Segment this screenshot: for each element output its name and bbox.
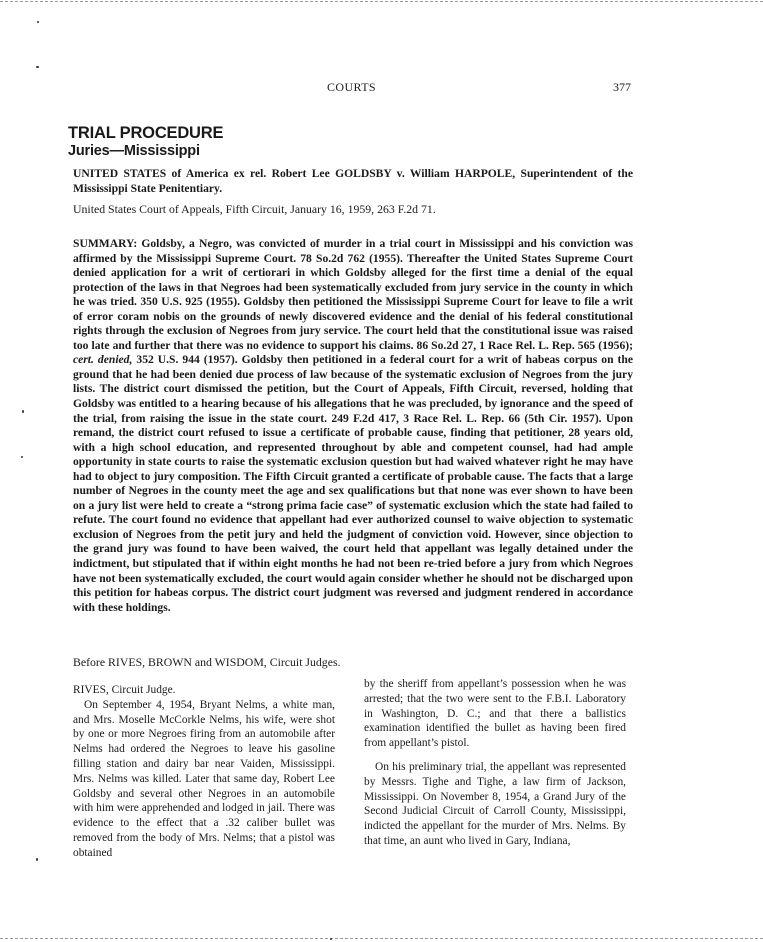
court-citation: United States Court of Appeals, Fifth Circuit, January 16, 1959, 263 F.2d 71. <box>73 202 436 216</box>
summary-text-part1: Goldsby, a Negro, was convicted of murder in a trial court in Mississippi and his conviction was affirmed by the Mississippi Supreme Court. 78 So.2d 762 (1955). Thereafter the United States Supreme Court denied application for a writ of certiorari in which Goldsby alleged for the first time a denial of the equal protection of the laws in that Negroes had been systematically excluded from jury service in the county in which he was tried. 350 U.S. 925 (1955). Goldsby then petitioned the Mississippi Supreme Court for leave to file a writ of error coram nobis on the grounds of newly discovered evidence and the denial of his federal constitutional rights through the exclusion of Negroes from jury service. The court held that the constitutional issue was raised too late and further that there was no evidence to support his claims. 86 So.2d 27, 1 Race Rel. L. Rep. 565 (1956); <box>73 237 633 352</box>
opinion-paragraph: On his preliminary trial, the appellant was represented by Messrs. Tighe and Tighe, a law firm of Jackson, Mississippi. On November 8, 1954, a Grand Jury of the Second Judicial Circuit of Carroll County, Mississippi, indicted the appellant for the murder of Mrs. Nelms. By that time, an aunt who lived in Gary, Indiana, <box>364 760 626 847</box>
summary-text-part2: 352 U.S. 944 (1957). Goldsby then petitioned in a federal court for a writ of habeas corpus on the ground that he had been denied due process of law because of the systematic exclusion of Negroes from the jury lists. The district court dismissed the petition, but the Court of Appeals, Fifth Circuit, reversed, holding that Goldsby was entitled to a hearing because of his allegations that he was precluded, by ignorance and the speed of the trial, from raising the issue in the state court. 249 F.2d 417, 3 Race Rel. L. Rep. 66 (5th Cir. 1957). Upon remand, the district court refused to issue a certificate of probable cause, finding that petitioner, 28 years old, with a high school education, and represented throughout by able and competent counsel, had had ample opportunity in state courts to raise the systematic exclusion question but had waived whatever right he may have had to object to jury composition. The Fifth Circuit granted a certificate of probable cause. The facts that a large number of Negroes in the county meet the age and sex qualifications but that none was ever shown to have been on a jury list were held to create a “strong prima facie case” of systematic exclusion which the state had failed to refute. The court found no evidence that appellant had ever authorized counsel to waive objection to systematic exclusion of Negroes from the petit jury and held the judgment of conviction void. However, since objection to the grand jury was found to have been waived, the court held that appellant was legally detained under the indictment, but stipulated that if within eight months he had not been re-tried before a jury from which Negroes have not been systematically excluded, the court would again consider whether he should not be discharged upon this petition for habeas corpus. The district court judgment was reversed and judgment rendered in accordance with these holdings. <box>73 353 633 614</box>
opinion-left-column <box>73 683 335 861</box>
opinion-paragraph: by the sheriff from appellant’s possession when he was arrested; that the two were sent to the F.B.I. Laboratory in Washington, D. C.; and that there a ballistics examination identified the bullet as having been fired from appellant’s pistol. <box>364 678 626 750</box>
summary-italic-citation: cert. denied, <box>73 353 133 367</box>
scan-speck <box>21 456 23 458</box>
case-caption: UNITED STATES of America ex rel. Robert Lee GOLDSBY v. William HARPOLE, Superintendent of the Mississippi State Penitentiary. <box>73 167 633 195</box>
page-header <box>70 80 633 98</box>
opinion-right-column <box>364 677 626 849</box>
section-subtitle: Juries—Mississippi <box>68 143 200 159</box>
scan-speck <box>37 21 39 23</box>
page-number: 377 <box>613 80 631 94</box>
case-summary <box>73 237 633 615</box>
scan-speck <box>36 66 39 68</box>
scan-speck <box>22 410 24 413</box>
bottom-scan-border <box>0 938 763 939</box>
section-title: TRIAL PROCEDURE <box>68 124 224 142</box>
opinion-author: RIVES, Circuit Judge. <box>73 684 176 696</box>
running-head: COURTS <box>326 80 377 94</box>
top-scan-border <box>0 1 763 2</box>
scan-speck <box>330 938 332 940</box>
panel-judges: Before RIVES, BROWN and WISDOM, Circuit Judges. <box>73 655 341 669</box>
opinion-paragraph: On September 4, 1954, Bryant Nelms, a white man, and Mrs. Moselle McCorkle Nelms, his wife, were shot by one or more Negroes firing from an automobile after Nelms had ordered the Negroes to leave his gasoline filling station and dairy bar near Vaiden, Mississippi. Mrs. Nelms was killed. Later that same day, Robert Lee Goldsby and several other Negroes in an automobile with him were apprehended and lodged in jail. There was evidence to the effect that a .32 caliber bullet was removed from the body of Mrs. Nelms; that a pistol was obtained <box>73 698 335 859</box>
summary-label: SUMMARY: <box>73 237 138 250</box>
scan-speck <box>36 858 38 861</box>
